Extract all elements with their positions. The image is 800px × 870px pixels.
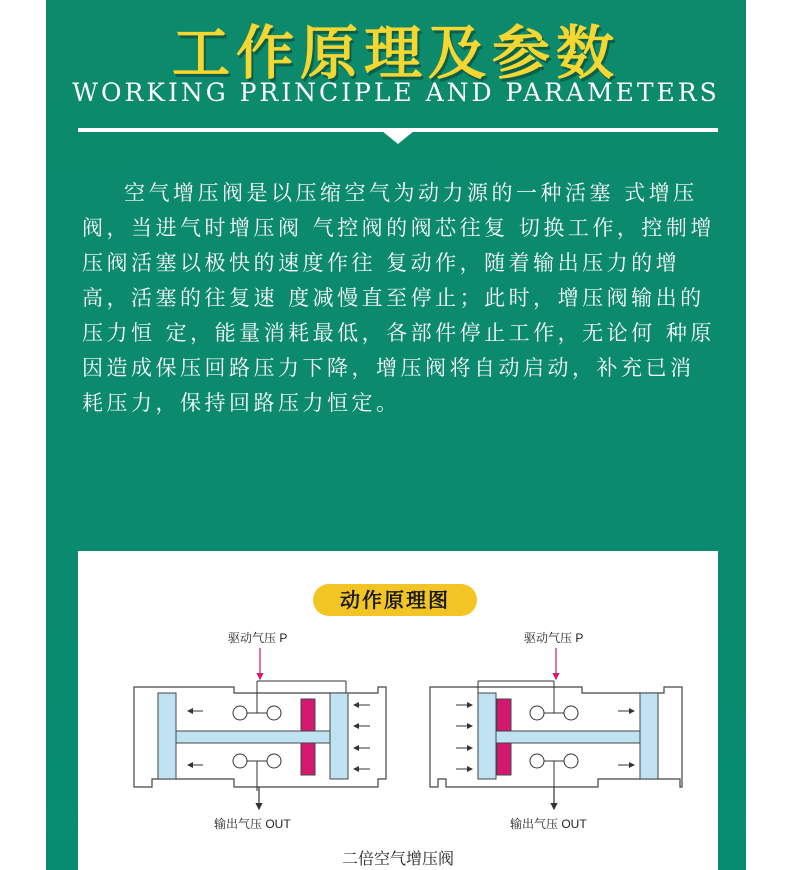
left-piston-upper <box>301 699 315 731</box>
divider-notch <box>382 131 414 144</box>
right-chamber-left <box>478 693 496 779</box>
left-output-label: 输出气压 OUT <box>214 817 291 831</box>
right-input-label: 驱动气压 P <box>524 631 584 645</box>
left-piston-lower <box>301 743 315 775</box>
right-output-label: 输出气压 OUT <box>510 817 587 831</box>
right-chamber-right <box>640 693 658 779</box>
page-subtitle: WORKING PRINCIPLE AND PARAMETERS <box>72 78 720 107</box>
diagram-caption: 二倍空气增压阀 <box>341 849 454 868</box>
valve-diagrams <box>78 551 718 870</box>
green-panel <box>46 0 746 870</box>
left-chamber-right <box>330 693 348 779</box>
page-title: 工作原理及参数 <box>171 19 620 87</box>
right-piston-upper <box>497 699 511 731</box>
left-piston-rod <box>176 731 330 743</box>
right-valve <box>430 648 682 809</box>
left-input-label: 驱动气压 P <box>228 631 288 645</box>
right-piston-lower <box>497 743 511 775</box>
intro-paragraph: 空气增压阀是以压缩空气为动力源的一种活塞 式增压阀，当进气时增压阀 气控阀的阀芯往复 切换工作，控制增压阀活塞以极快的速度作往 复动作，随着输出压力的增高，活塞的往复速 度减慢直至停止；此时，增压阀输出的压力恒 定，能量消耗最低，各部件停止工作，无论何 种原因造成保压回路压力下降，增压阀将自动启动，补充已消耗压力，保持回路压力恒定。 <box>82 181 715 415</box>
diagram-card <box>78 551 718 870</box>
left-valve <box>134 648 386 809</box>
left-chamber-left <box>158 693 176 779</box>
diagram-title: 动作原理图 <box>313 584 477 616</box>
right-piston-rod <box>496 731 640 743</box>
